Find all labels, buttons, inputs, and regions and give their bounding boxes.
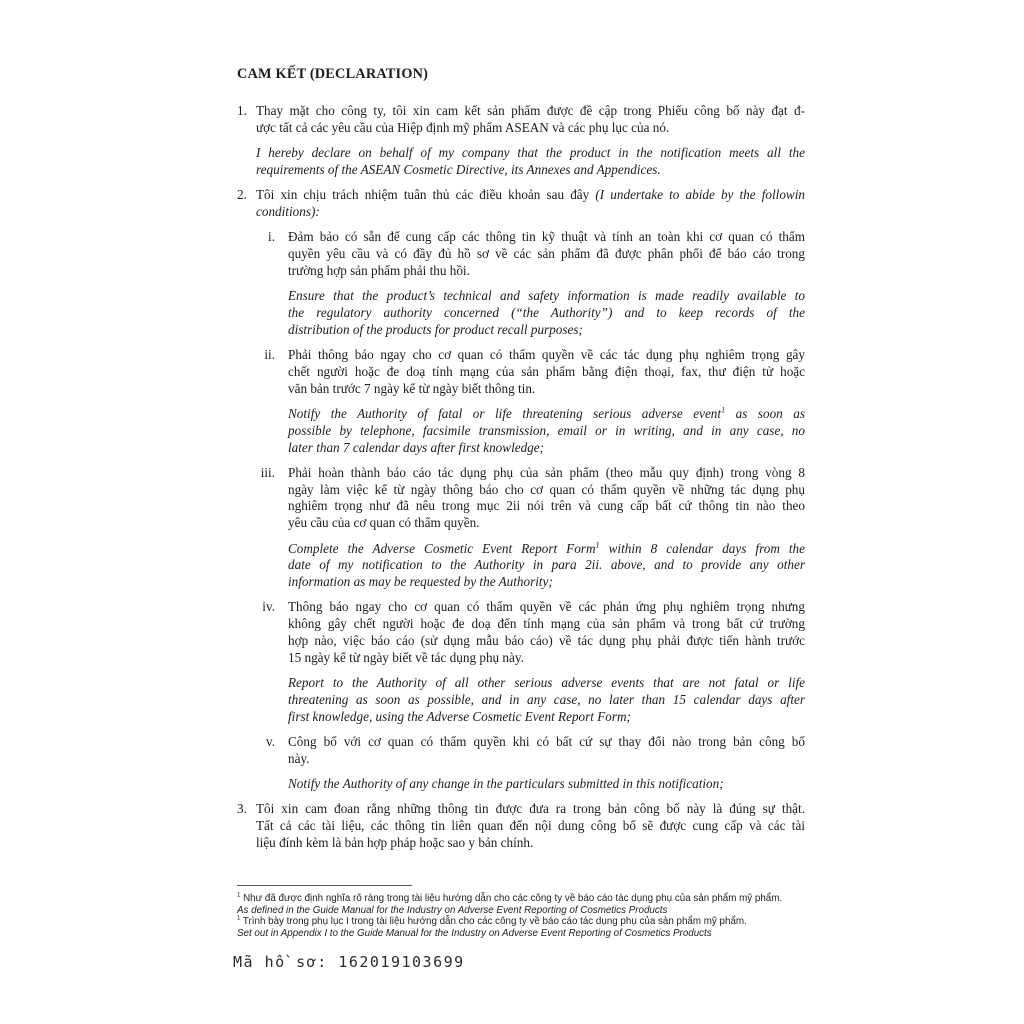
text-segment: Như đã được định nghĩa rõ ràng trong tài liệu hướng dẫn cho các công ty về báo cáo tác dụng phụ của sản phẩm mỹ phẩm. bbox=[240, 892, 783, 904]
text-segment: không gây chết người hoặc đe doạ đến tính mạng của sản phẩm và trong bất cứ trường bbox=[288, 616, 805, 632]
text-line bbox=[288, 423, 805, 440]
item-2-v-vn bbox=[237, 734, 805, 768]
text-line bbox=[288, 465, 805, 482]
text-line bbox=[288, 381, 805, 398]
text-line bbox=[288, 541, 805, 558]
text-segment: as soon as bbox=[725, 405, 805, 421]
docket-label: Mã hồ sơ: bbox=[233, 952, 328, 971]
text-segment: ược tất cả các yêu cầu của Hiệp định mỹ phẩm ASEAN và các phụ lục của nó. bbox=[256, 119, 670, 135]
footnotes bbox=[237, 893, 805, 940]
docket-number: 162019103699 bbox=[338, 952, 465, 971]
footnote-1-vn bbox=[237, 893, 805, 905]
text-segment: Tôi xin chịu trách nhiệm tuân thủ các điều khoản sau đây bbox=[256, 187, 596, 203]
document-content bbox=[233, 66, 805, 971]
text-segment: date of my notification to the Authority in para 2ii. above, and to provide any other bbox=[288, 557, 805, 573]
text-segment: Phải thông báo ngay cho cơ quan có thẩm quyền về các tác dụng phụ nghiêm trọng gây bbox=[288, 347, 805, 363]
list-marker: iv. bbox=[262, 599, 275, 615]
text-line bbox=[288, 776, 805, 793]
text-line bbox=[288, 229, 805, 246]
text-segment: liệu đính kèm là bản hợp pháp hoặc sao y bản chính. bbox=[256, 834, 534, 850]
item-2-iii-en bbox=[237, 541, 805, 591]
list-marker: ii. bbox=[264, 347, 275, 363]
item-2-iii-vn bbox=[237, 465, 805, 532]
text-line bbox=[288, 406, 805, 423]
item-2-iv-en bbox=[237, 675, 805, 725]
text-segment: conditions): bbox=[256, 203, 320, 219]
list-marker: i. bbox=[268, 229, 275, 245]
text-line bbox=[288, 650, 805, 667]
list-marker: iii. bbox=[260, 464, 275, 480]
superscript-ref: 1 bbox=[721, 405, 726, 415]
text-segment: possible by telephone, facsimile transmission, email or in writing, and in any case, no bbox=[288, 422, 805, 438]
text-segment: này. bbox=[288, 750, 310, 766]
text-line bbox=[288, 557, 805, 574]
text-segment: within 8 calendar days from the bbox=[599, 540, 805, 556]
text-segment: Tôi xin cam đoan rằng những thông tin được đưa ra trong bản công bố này là đúng sự thật. bbox=[256, 801, 805, 817]
text-line bbox=[256, 818, 805, 835]
text-segment: Trình bày trong phụ lục I trong tài liệu hướng dẫn cho các công ty về báo cáo tác dụng phụ của sản phẩm mỹ phẩm. bbox=[240, 916, 747, 928]
text-line bbox=[256, 835, 805, 852]
text-line bbox=[288, 305, 805, 322]
text-segment: Ensure that the product’s technical and safety information is made readily available to bbox=[288, 288, 805, 304]
text-segment: Đảm bảo có sẵn để cung cấp các thông tin kỹ thuật và tính an toàn khi cơ quan có thẩm bbox=[288, 229, 805, 245]
text-segment: chết người hoặc đe doạ tính mạng của sản phẩm bằng điện thoại, fax, thư điện tử hoặc bbox=[288, 363, 805, 379]
text-line bbox=[288, 440, 805, 457]
text-line bbox=[288, 692, 805, 709]
text-line bbox=[256, 801, 805, 818]
text-segment: the regulatory authority concerned (“the Authority”) and to keep records of the bbox=[288, 304, 805, 320]
list-marker: 1. bbox=[237, 103, 247, 118]
text-line bbox=[288, 751, 805, 768]
footnote-1-en bbox=[237, 905, 805, 917]
text-segment: yêu cầu của cơ quan có thẩm quyền. bbox=[288, 515, 480, 531]
text-segment: Notify the Authority of fatal or life threatening serious adverse event bbox=[288, 405, 722, 421]
text-segment: I hereby declare on behalf of my company that the product in the notification meets all the bbox=[256, 145, 805, 161]
text-segment: (I undertake to abide by the followin bbox=[595, 187, 805, 203]
text-segment: first knowledge, using the Adverse Cosmetic Event Report Form; bbox=[288, 708, 631, 724]
item-2-i-vn bbox=[237, 229, 805, 279]
text-segment: 15 ngày kể từ ngày biết về tác dụng phụ này. bbox=[288, 649, 524, 665]
text-line bbox=[288, 616, 805, 633]
item-3-vn bbox=[237, 801, 805, 851]
text-segment: requirements of the ASEAN Cosmetic Directive, its Annexes and Appendices. bbox=[256, 161, 661, 177]
text-line bbox=[288, 482, 805, 499]
text-line bbox=[256, 187, 805, 204]
text-segment: trường hợp sản phẩm phải thu hồi. bbox=[288, 262, 470, 278]
item-1-vn bbox=[237, 103, 805, 137]
text-segment: Set out in Appendix I to the Guide Manual for the Industry on Adverse Event Reporting of Cosmetics Products bbox=[237, 928, 712, 940]
superscript-ref: 1 bbox=[595, 540, 600, 550]
text-line bbox=[256, 162, 805, 179]
text-segment: As defined in the Guide Manual for the Industry on Adverse Event Reporting of Cosmetics Products bbox=[237, 904, 668, 916]
superscript-ref: 1 bbox=[237, 916, 241, 923]
text-segment: văn bản trước 7 ngày kể từ ngày biết thông tin. bbox=[288, 380, 536, 396]
text-line bbox=[288, 347, 805, 364]
text-segment: Phải hoàn thành báo cáo tác dụng phụ của sản phẩm (theo mẫu quy định) trong vòng 8 bbox=[288, 464, 805, 480]
text-line bbox=[288, 288, 805, 305]
text-segment: distribution of the products for product recall purposes; bbox=[288, 321, 583, 337]
text-segment: Công bố với cơ quan có thẩm quyền khi có bất cứ sự thay đổi nào trong bản công bố bbox=[288, 734, 805, 749]
text-segment: Thông báo ngay cho cơ quan có thẩm quyền về các phản ứng phụ nghiêm trọng nhưng bbox=[288, 599, 805, 615]
text-line bbox=[288, 709, 805, 726]
footnote-2-en bbox=[237, 928, 805, 940]
item-2-i-en bbox=[237, 288, 805, 338]
text-segment: information as may be requested by the Authority; bbox=[288, 574, 553, 590]
text-line bbox=[288, 675, 805, 692]
text-segment: later than 7 calendar days after first knowledge; bbox=[288, 439, 545, 455]
list-marker: 3. bbox=[237, 801, 247, 817]
text-line bbox=[288, 633, 805, 650]
docket-line bbox=[233, 953, 805, 971]
item-2-ii-en bbox=[237, 406, 805, 456]
text-line bbox=[288, 263, 805, 280]
text-segment: ngày làm việc kể từ ngày thông báo cho cơ quan có thẩm quyền về những tác dụng phụ bbox=[288, 481, 805, 497]
text-line bbox=[288, 599, 805, 616]
text-segment: nghiêm trọng như đã nêu trong mục 2ii nói trên và cung cấp bất cứ thông tin nào theo bbox=[288, 498, 805, 514]
text-line bbox=[256, 145, 805, 162]
footnote-divider bbox=[237, 885, 412, 886]
text-line bbox=[288, 515, 805, 532]
footnote-2-vn bbox=[237, 916, 805, 928]
page-title: CAM KẾT (DECLARATION) bbox=[237, 66, 429, 82]
superscript-ref: 1 bbox=[237, 892, 241, 899]
text-segment: Report to the Authority of all other serious adverse events that are not fatal or life bbox=[288, 675, 805, 691]
text-segment: threatening as soon as possible, and in any case, no later than 15 calendar days after bbox=[288, 691, 805, 707]
document-body bbox=[237, 103, 805, 852]
text-line bbox=[256, 204, 805, 221]
text-line bbox=[256, 103, 805, 120]
text-segment: quyền yêu cầu và có đầy đủ hồ sơ về các sản phẩm đã được phân phối để báo cáo trong bbox=[288, 246, 805, 262]
text-segment: Thay mặt cho công ty, tôi xin cam kết sản phẩm được đề cập trong Phiếu công bố này đạt đ- bbox=[256, 103, 805, 118]
list-marker: v. bbox=[265, 734, 275, 749]
text-line bbox=[288, 322, 805, 339]
item-1-en bbox=[237, 145, 805, 179]
text-line bbox=[288, 364, 805, 381]
text-segment: Notify the Authority of any change in the particulars submitted in this notification; bbox=[288, 776, 724, 792]
text-line bbox=[288, 246, 805, 263]
list-marker: 2. bbox=[237, 187, 247, 203]
text-line bbox=[288, 498, 805, 515]
text-line bbox=[288, 574, 805, 591]
docket-spacer bbox=[328, 953, 339, 971]
item-2-iv-vn bbox=[237, 599, 805, 666]
text-line bbox=[288, 734, 805, 751]
text-segment: Complete the Adverse Cosmetic Event Report Form bbox=[288, 540, 596, 556]
item-2-intro bbox=[237, 187, 805, 221]
item-2-ii-vn bbox=[237, 347, 805, 397]
text-line bbox=[256, 120, 805, 137]
text-segment: hợp nào, việc báo cáo (sử dụng mẫu báo cáo) về tác dụng phụ phải được tiến hành trước bbox=[288, 633, 805, 649]
text-segment: Tất cả các tài liệu, các thông tin liên quan đến nội dung công bố sẽ được cung cấp và các tài bbox=[256, 818, 805, 834]
item-2-v-en bbox=[237, 776, 805, 793]
